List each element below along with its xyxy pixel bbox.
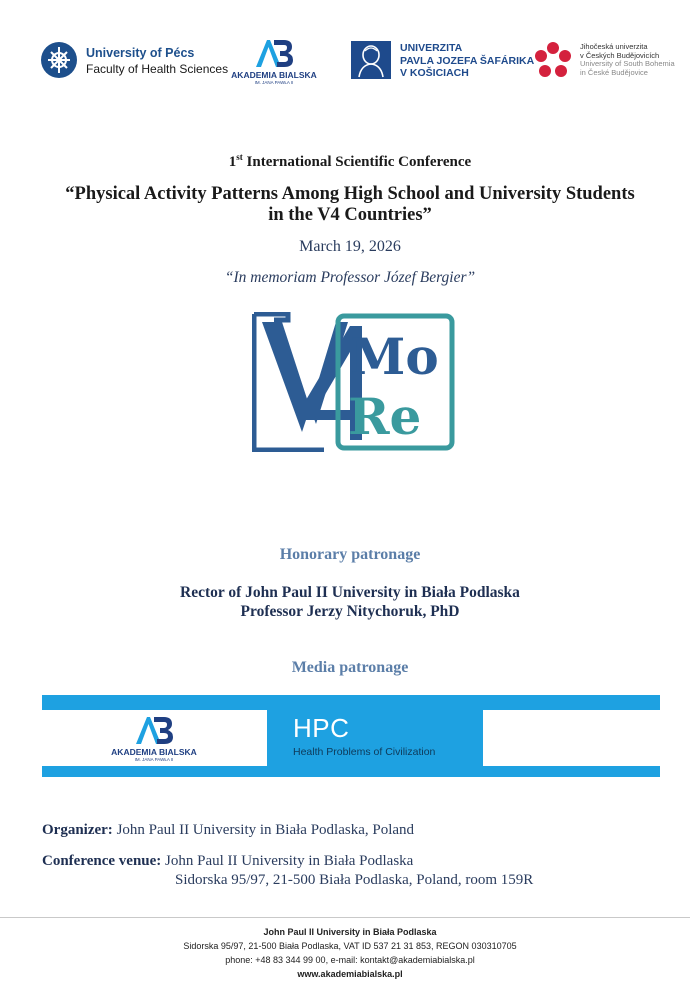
upjs-portrait-icon [351, 41, 391, 79]
banner-ab-monogram-icon [133, 714, 175, 746]
jcu-en-line2: in České Budějovice [580, 67, 648, 77]
banner-akademia-logo [102, 710, 206, 766]
footer-divider [0, 917, 690, 918]
jcu-cz-line2: v Českých Budějovicích [580, 50, 660, 60]
akademia-bialska-logo [222, 37, 326, 89]
memoriam-line: “In memoriam Professor Józef Bergier” [224, 269, 476, 286]
jcu-flower-icon [533, 41, 573, 81]
pecs-emblem-icon [40, 41, 78, 79]
jcu-en-line1: University of South Bohemia [580, 59, 675, 68]
conference-title: “Physical Activity Patterns Among High School and University Students in the V4 Countries” [65, 184, 635, 225]
footer-website: www.akademiabialska.pl [297, 969, 403, 979]
ab-subname: IM. JANA PAWŁA II [254, 80, 294, 85]
jcu-logo [533, 41, 693, 83]
conference-label: 1st International Scientific Conference [228, 152, 472, 170]
pecs-faculty: Faculty of Health Sciences [86, 62, 229, 76]
footer-address: Sidorska 95/97, 21-500 Biała Podlaska, VAT ID 537 21 31 853, REGON 030310705 [183, 941, 517, 951]
ab-name: AKADEMIA BIALSKA [231, 70, 317, 80]
pecs-name: University of Pécs [86, 46, 195, 60]
banner-ab-subname: IM. JANA PAWŁA II [134, 757, 174, 762]
hpc-title: HPC [293, 713, 350, 743]
honorary-heading: Honorary patronage [279, 546, 421, 563]
banner-ab-name: AKADEMIA BIALSKA [111, 747, 197, 757]
upjs-logo [351, 41, 535, 83]
venue-address: Sidorska 95/97, 21-500 Biała Podlaska, Poland, room 159R [175, 872, 534, 888]
media-heading: Media patronage [291, 659, 409, 676]
university-of-pecs-logo [40, 41, 229, 81]
hpc-subtitle: Health Problems of Civilization [293, 746, 436, 758]
footer-contact: phone: +48 83 344 99 00, e-mail: kontakt@akademiabialska.pl [225, 955, 475, 965]
ab-monogram-icon [253, 37, 295, 69]
media-banner [42, 695, 660, 777]
v4-re-text: Re [348, 387, 422, 446]
honorary-patron: Rector of John Paul II University in Biała Podlaska Professor Jerzy Nitychoruk, PhD [180, 584, 520, 620]
upjs-name: UNIVERZITA PAVLA JOZEFA ŠAFÁRIKA V KOŠICIACH [400, 42, 535, 79]
organizer-line: Organizer: John Paul II University in Biała Podlaska, Poland [42, 822, 415, 838]
footer-name: John Paul II University in Biała Podlaska [263, 927, 437, 937]
v4-mo-text: Mo [350, 327, 439, 386]
conference-date: March 19, 2026 [299, 238, 401, 255]
v4-more-logo [252, 312, 456, 452]
venue-line: Conference venue: John Paul II University in Biała Podlaska [42, 853, 414, 869]
jcu-cz-line1: Jihočeská univerzita [580, 42, 648, 51]
